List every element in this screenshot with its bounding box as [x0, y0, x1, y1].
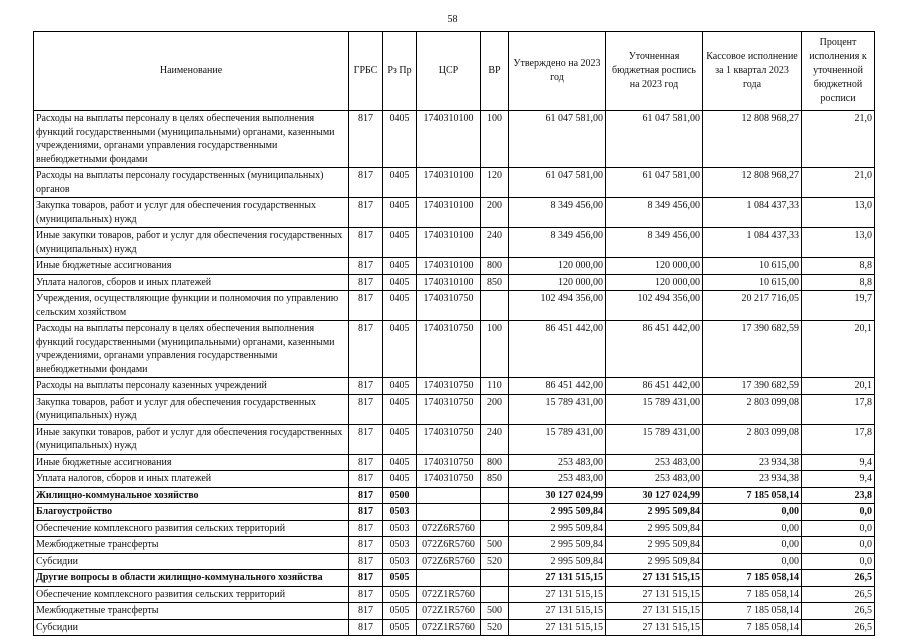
cell-csr: 072Z6R5760 — [417, 537, 481, 554]
cell-csr: 1740310100 — [417, 274, 481, 291]
cell-vr: 500 — [481, 537, 509, 554]
table-row — [34, 603, 875, 620]
cell-approved: 27 131 515,15 — [509, 586, 606, 603]
cell-refined: 27 131 515,15 — [606, 586, 703, 603]
cell-name: Расходы на выплаты персоналу государственных (муниципальных) органов — [34, 168, 349, 198]
cell-cash: 23 934,38 — [703, 471, 802, 488]
cell-grbs: 817 — [349, 111, 383, 168]
cell-approved: 120 000,00 — [509, 274, 606, 291]
cell-vr — [481, 570, 509, 587]
cell-percent: 26,5 — [802, 570, 875, 587]
cell-percent: 23,8 — [802, 487, 875, 504]
cell-refined: 120 000,00 — [606, 274, 703, 291]
cell-percent: 0,0 — [802, 520, 875, 537]
cell-grbs: 817 — [349, 537, 383, 554]
cell-rzpr: 0405 — [383, 454, 417, 471]
cell-approved: 2 995 509,84 — [509, 520, 606, 537]
cell-refined: 27 131 515,15 — [606, 570, 703, 587]
cell-vr — [481, 520, 509, 537]
cell-approved: 30 127 024,99 — [509, 487, 606, 504]
cell-name: Учреждения, осуществляющие функции и полномочия по управлению сельским хозяйством — [34, 291, 349, 321]
cell-csr — [417, 487, 481, 504]
header-approved: Утверждено на 2023 год — [509, 32, 606, 111]
cell-cash: 17 390 682,59 — [703, 378, 802, 395]
cell-grbs: 817 — [349, 553, 383, 570]
table-row — [34, 619, 875, 636]
table-row — [34, 228, 875, 258]
cell-name: Межбюджетные трансферты — [34, 537, 349, 554]
cell-csr: 072Z1R5760 — [417, 603, 481, 620]
cell-csr: 1740310100 — [417, 198, 481, 228]
cell-cash: 1 084 437,33 — [703, 198, 802, 228]
cell-cash: 7 185 058,14 — [703, 586, 802, 603]
table-row — [34, 586, 875, 603]
cell-vr — [481, 504, 509, 521]
cell-cash: 7 185 058,14 — [703, 603, 802, 620]
cell-csr — [417, 570, 481, 587]
cell-rzpr: 0405 — [383, 228, 417, 258]
cell-name: Иные закупки товаров, работ и услуг для обеспечения государственных (муниципальных) нужд — [34, 424, 349, 454]
cell-approved: 15 789 431,00 — [509, 394, 606, 424]
table-row — [34, 394, 875, 424]
cell-approved: 102 494 356,00 — [509, 291, 606, 321]
cell-cash: 2 803 099,08 — [703, 424, 802, 454]
cell-refined: 253 483,00 — [606, 454, 703, 471]
cell-rzpr: 0503 — [383, 553, 417, 570]
table-row — [34, 570, 875, 587]
cell-csr: 1740310750 — [417, 471, 481, 488]
cell-approved: 61 047 581,00 — [509, 168, 606, 198]
cell-refined: 27 131 515,15 — [606, 619, 703, 636]
cell-rzpr: 0405 — [383, 291, 417, 321]
cell-approved: 27 131 515,15 — [509, 619, 606, 636]
cell-refined: 15 789 431,00 — [606, 394, 703, 424]
table-row — [34, 258, 875, 275]
cell-csr: 1740310100 — [417, 258, 481, 275]
page-number: 58 — [447, 14, 458, 25]
cell-approved: 86 451 442,00 — [509, 378, 606, 395]
cell-name: Расходы на выплаты персоналу в целях обеспечения выполнения функций государственными (муниципальными) органами, казенными учреждениями, органами управления государственными внебюджетными фондами — [34, 111, 349, 168]
cell-vr: 520 — [481, 619, 509, 636]
cell-grbs: 817 — [349, 274, 383, 291]
cell-rzpr: 0500 — [383, 487, 417, 504]
cell-vr: 240 — [481, 424, 509, 454]
cell-percent: 8,8 — [802, 274, 875, 291]
cell-rzpr: 0405 — [383, 424, 417, 454]
header-row — [34, 32, 875, 111]
table-row — [34, 168, 875, 198]
cell-cash: 2 803 099,08 — [703, 394, 802, 424]
cell-vr: 520 — [481, 553, 509, 570]
cell-name: Жилищно-коммунальное хозяйство — [34, 487, 349, 504]
cell-grbs: 817 — [349, 603, 383, 620]
cell-csr: 1740310750 — [417, 394, 481, 424]
cell-refined: 2 995 509,84 — [606, 553, 703, 570]
cell-refined: 253 483,00 — [606, 471, 703, 488]
cell-refined: 2 995 509,84 — [606, 537, 703, 554]
cell-percent: 20,1 — [802, 321, 875, 378]
table-row — [34, 553, 875, 570]
cell-rzpr: 0505 — [383, 570, 417, 587]
cell-csr: 072Z1R5760 — [417, 619, 481, 636]
cell-approved: 2 995 509,84 — [509, 537, 606, 554]
cell-csr: 1740310750 — [417, 424, 481, 454]
cell-approved: 2 995 509,84 — [509, 553, 606, 570]
cell-refined: 8 349 456,00 — [606, 228, 703, 258]
header-refined: Уточненная бюджетная роспись на 2023 год — [606, 32, 703, 111]
cell-percent: 26,5 — [802, 586, 875, 603]
cell-cash: 10 615,00 — [703, 258, 802, 275]
cell-rzpr: 0405 — [383, 274, 417, 291]
cell-vr — [481, 487, 509, 504]
cell-refined: 2 995 509,84 — [606, 504, 703, 521]
cell-percent: 13,0 — [802, 228, 875, 258]
cell-rzpr: 0503 — [383, 520, 417, 537]
cell-refined: 8 349 456,00 — [606, 198, 703, 228]
cell-cash: 23 934,38 — [703, 454, 802, 471]
cell-csr — [417, 504, 481, 521]
cell-grbs: 817 — [349, 520, 383, 537]
cell-name: Обеспечение комплексного развития сельских территорий — [34, 520, 349, 537]
cell-name: Межбюджетные трансферты — [34, 603, 349, 620]
cell-name: Благоустройство — [34, 504, 349, 521]
cell-approved: 120 000,00 — [509, 258, 606, 275]
header-percent: Процент исполнения к уточненной бюджетной росписи — [802, 32, 875, 111]
cell-name: Уплата налогов, сборов и иных платежей — [34, 274, 349, 291]
cell-vr: 500 — [481, 603, 509, 620]
cell-percent: 0,0 — [802, 504, 875, 521]
cell-percent: 9,4 — [802, 454, 875, 471]
cell-approved: 2 995 509,84 — [509, 504, 606, 521]
cell-rzpr: 0505 — [383, 603, 417, 620]
cell-rzpr: 0405 — [383, 471, 417, 488]
cell-vr: 850 — [481, 471, 509, 488]
cell-vr: 240 — [481, 228, 509, 258]
cell-name: Другие вопросы в области жилищно-коммунального хозяйства — [34, 570, 349, 587]
cell-approved: 8 349 456,00 — [509, 228, 606, 258]
cell-vr: 110 — [481, 378, 509, 395]
cell-rzpr: 0405 — [383, 198, 417, 228]
cell-percent: 26,5 — [802, 619, 875, 636]
table-row — [34, 198, 875, 228]
cell-refined: 30 127 024,99 — [606, 487, 703, 504]
cell-refined: 61 047 581,00 — [606, 168, 703, 198]
cell-name: Уплата налогов, сборов и иных платежей — [34, 471, 349, 488]
cell-name: Расходы на выплаты персоналу казенных учреждений — [34, 378, 349, 395]
cell-rzpr: 0505 — [383, 586, 417, 603]
cell-percent: 17,8 — [802, 424, 875, 454]
cell-name: Иные закупки товаров, работ и услуг для обеспечения государственных (муниципальных) нужд — [34, 228, 349, 258]
cell-csr: 1740310750 — [417, 454, 481, 471]
cell-rzpr: 0405 — [383, 111, 417, 168]
cell-percent: 21,0 — [802, 168, 875, 198]
cell-grbs: 817 — [349, 321, 383, 378]
header-vr: ВР — [481, 32, 509, 111]
cell-cash: 12 808 968,27 — [703, 168, 802, 198]
cell-rzpr: 0505 — [383, 619, 417, 636]
cell-percent: 0,0 — [802, 553, 875, 570]
cell-cash: 0,00 — [703, 537, 802, 554]
table-row — [34, 487, 875, 504]
cell-csr: 1740310100 — [417, 111, 481, 168]
cell-grbs: 817 — [349, 586, 383, 603]
header-grbs: ГРБС — [349, 32, 383, 111]
table-row — [34, 520, 875, 537]
cell-csr: 072Z6R5760 — [417, 520, 481, 537]
cell-cash: 20 217 716,05 — [703, 291, 802, 321]
cell-rzpr: 0503 — [383, 537, 417, 554]
cell-refined: 86 451 442,00 — [606, 378, 703, 395]
cell-grbs: 817 — [349, 291, 383, 321]
cell-vr: 120 — [481, 168, 509, 198]
header-name: Наименование — [34, 32, 349, 111]
cell-grbs: 817 — [349, 454, 383, 471]
cell-grbs: 817 — [349, 570, 383, 587]
cell-csr: 072Z1R5760 — [417, 586, 481, 603]
cell-approved: 15 789 431,00 — [509, 424, 606, 454]
cell-grbs: 817 — [349, 198, 383, 228]
cell-grbs: 817 — [349, 394, 383, 424]
cell-approved: 253 483,00 — [509, 454, 606, 471]
cell-refined: 86 451 442,00 — [606, 321, 703, 378]
cell-refined: 102 494 356,00 — [606, 291, 703, 321]
cell-cash: 12 808 968,27 — [703, 111, 802, 168]
cell-rzpr: 0405 — [383, 394, 417, 424]
cell-approved: 253 483,00 — [509, 471, 606, 488]
cell-name: Субсидии — [34, 619, 349, 636]
cell-grbs: 817 — [349, 504, 383, 521]
cell-cash: 7 185 058,14 — [703, 570, 802, 587]
cell-csr: 072Z6R5760 — [417, 553, 481, 570]
table-row — [34, 537, 875, 554]
cell-approved: 8 349 456,00 — [509, 198, 606, 228]
cell-cash: 1 084 437,33 — [703, 228, 802, 258]
header-rzpr: Рз Пр — [383, 32, 417, 111]
cell-vr: 200 — [481, 198, 509, 228]
cell-grbs: 817 — [349, 258, 383, 275]
cell-vr: 100 — [481, 321, 509, 378]
cell-percent: 0,0 — [802, 537, 875, 554]
table-row — [34, 504, 875, 521]
cell-name: Иные бюджетные ассигнования — [34, 258, 349, 275]
cell-rzpr: 0405 — [383, 378, 417, 395]
cell-cash: 17 390 682,59 — [703, 321, 802, 378]
cell-name: Иные бюджетные ассигнования — [34, 454, 349, 471]
cell-approved: 27 131 515,15 — [509, 603, 606, 620]
table-row — [34, 471, 875, 488]
cell-csr: 1740310750 — [417, 378, 481, 395]
cell-refined: 27 131 515,15 — [606, 603, 703, 620]
table-row — [34, 424, 875, 454]
cell-vr: 800 — [481, 454, 509, 471]
cell-name: Закупка товаров, работ и услуг для обеспечения государственных (муниципальных) нужд — [34, 394, 349, 424]
table-row — [34, 111, 875, 168]
cell-vr: 850 — [481, 274, 509, 291]
cell-name: Закупка товаров, работ и услуг для обеспечения государственных (муниципальных) нужд — [34, 198, 349, 228]
cell-refined: 2 995 509,84 — [606, 520, 703, 537]
header-cash: Кассовое исполнение за 1 квартал 2023 года — [703, 32, 802, 111]
cell-name: Субсидии — [34, 553, 349, 570]
cell-percent: 20,1 — [802, 378, 875, 395]
cell-percent: 13,0 — [802, 198, 875, 228]
cell-percent: 26,5 — [802, 603, 875, 620]
table-row — [34, 274, 875, 291]
cell-rzpr: 0405 — [383, 168, 417, 198]
cell-csr: 1740310750 — [417, 321, 481, 378]
cell-rzpr: 0503 — [383, 504, 417, 521]
cell-approved: 61 047 581,00 — [509, 111, 606, 168]
cell-percent: 8,8 — [802, 258, 875, 275]
cell-vr — [481, 586, 509, 603]
cell-cash: 0,00 — [703, 553, 802, 570]
cell-vr: 800 — [481, 258, 509, 275]
cell-grbs: 817 — [349, 228, 383, 258]
cell-name: Расходы на выплаты персоналу в целях обеспечения выполнения функций государственными (муниципальными) органами, казенными учреждениями, органами управления государственными внебюджетными фондами — [34, 321, 349, 378]
cell-cash: 0,00 — [703, 504, 802, 521]
cell-percent: 9,4 — [802, 471, 875, 488]
cell-cash: 7 185 058,14 — [703, 619, 802, 636]
cell-rzpr: 0405 — [383, 321, 417, 378]
cell-grbs: 817 — [349, 378, 383, 395]
cell-grbs: 817 — [349, 487, 383, 504]
cell-refined: 15 789 431,00 — [606, 424, 703, 454]
cell-cash: 10 615,00 — [703, 274, 802, 291]
cell-name: Обеспечение комплексного развития сельских территорий — [34, 586, 349, 603]
cell-grbs: 817 — [349, 168, 383, 198]
cell-percent: 19,7 — [802, 291, 875, 321]
cell-grbs: 817 — [349, 619, 383, 636]
table-row — [34, 291, 875, 321]
cell-grbs: 817 — [349, 424, 383, 454]
cell-refined: 120 000,00 — [606, 258, 703, 275]
cell-vr: 200 — [481, 394, 509, 424]
cell-percent: 21,0 — [802, 111, 875, 168]
cell-refined: 61 047 581,00 — [606, 111, 703, 168]
cell-rzpr: 0405 — [383, 258, 417, 275]
cell-cash: 0,00 — [703, 520, 802, 537]
cell-vr — [481, 291, 509, 321]
cell-vr: 100 — [481, 111, 509, 168]
cell-approved: 27 131 515,15 — [509, 570, 606, 587]
header-csr: ЦСР — [417, 32, 481, 111]
table-row — [34, 321, 875, 378]
cell-percent: 17,8 — [802, 394, 875, 424]
cell-grbs: 817 — [349, 471, 383, 488]
cell-approved: 86 451 442,00 — [509, 321, 606, 378]
table-row — [34, 378, 875, 395]
cell-csr: 1740310750 — [417, 291, 481, 321]
cell-cash: 7 185 058,14 — [703, 487, 802, 504]
cell-csr: 1740310100 — [417, 168, 481, 198]
cell-csr: 1740310100 — [417, 228, 481, 258]
budget-table — [33, 31, 875, 636]
table-row — [34, 454, 875, 471]
